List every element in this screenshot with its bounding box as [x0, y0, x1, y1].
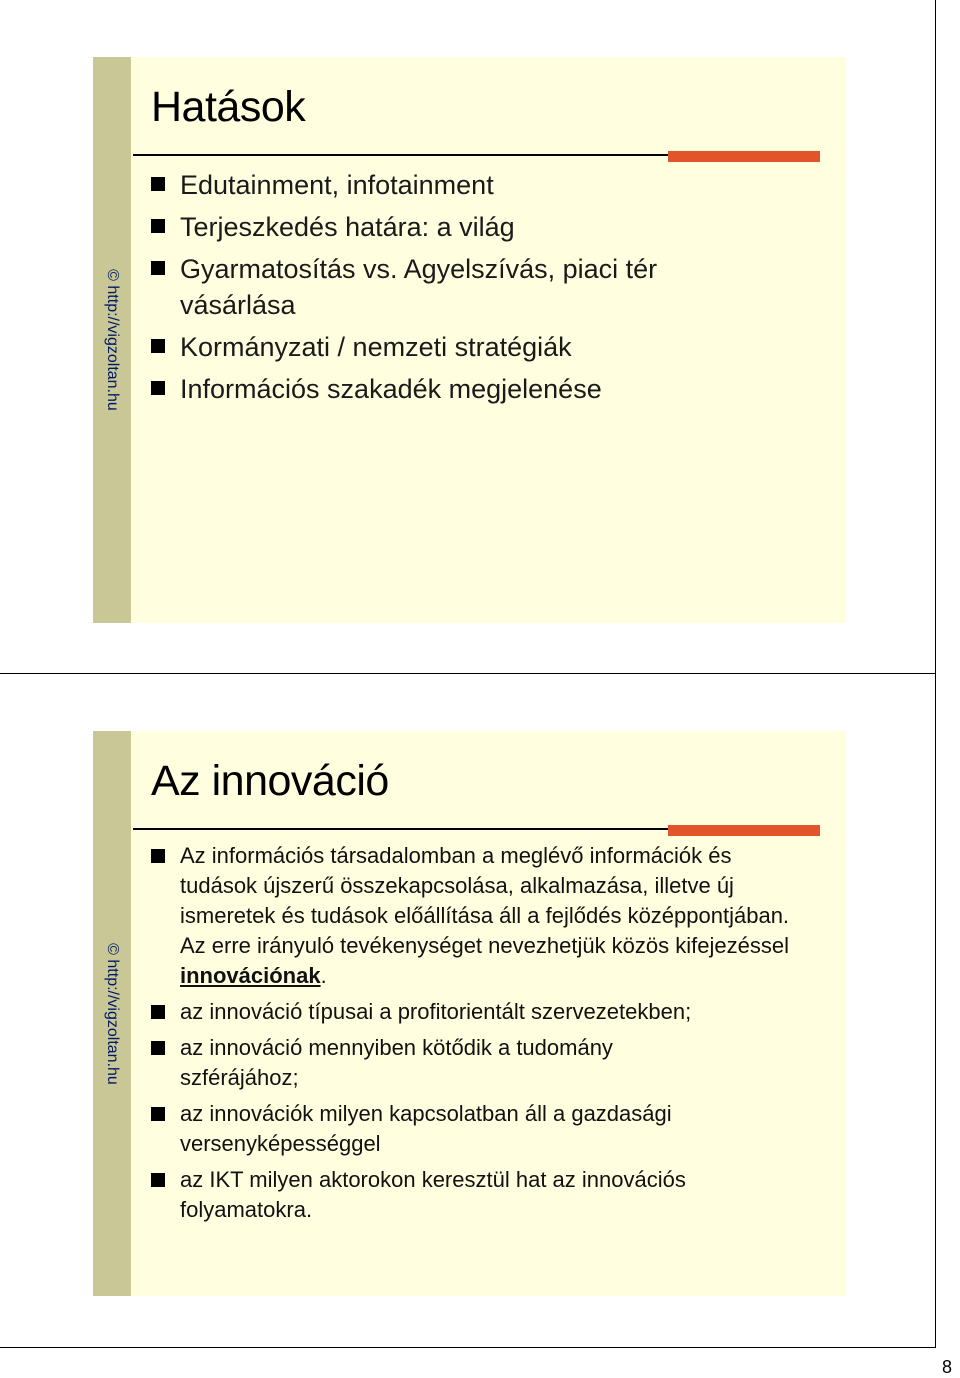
frame-bottom	[0, 1347, 936, 1348]
frame-right-top	[935, 0, 936, 673]
square-bullet-icon	[151, 849, 165, 863]
slide-sidebar	[93, 57, 131, 623]
list-item: az innovációk milyen kapcsolatban áll a gazdasági versenyképességgel	[151, 1099, 780, 1159]
slide-az-innovacio	[93, 731, 846, 1296]
list-item: Az információs társadalomban a meglévő információk és tudások újszerű összekapcsolása, alkalmazása, illetve új ismeretek és tudások előállítása áll a fejlődés középpontjában. Az erre irányuló tevékenységet nevezhetjük közös kifejezéssel innovációnak.	[151, 841, 801, 991]
copyright-text: © http://vigzoltan.hu	[104, 269, 121, 411]
frame-right-bottom	[935, 673, 936, 1348]
title-accent-bar	[668, 151, 820, 162]
page-number: 8	[942, 1357, 953, 1377]
list-item: az innováció mennyiben kötődik a tudomány szférájához;	[151, 1033, 700, 1093]
square-bullet-icon	[151, 1107, 165, 1121]
square-bullet-icon	[151, 1173, 165, 1187]
slide-title: Az innováció	[151, 757, 389, 805]
list-item: Edutainment, infotainment	[151, 167, 751, 203]
title-rule	[133, 828, 669, 830]
slide-sidebar	[93, 731, 131, 1296]
square-bullet-icon	[151, 381, 165, 395]
square-bullet-icon	[151, 339, 165, 353]
title-accent-bar	[668, 825, 820, 836]
list-item: Terjeszkedés határa: a világ	[151, 209, 751, 245]
list-item: Kormányzati / nemzeti stratégiák	[151, 329, 751, 365]
title-rule	[133, 154, 669, 156]
slide-title: Hatások	[151, 83, 306, 131]
square-bullet-icon	[151, 1041, 165, 1055]
list-item: az IKT milyen aktorokon keresztül hat az innovációs folyamatokra.	[151, 1165, 800, 1225]
slide-hatasok	[93, 57, 846, 623]
square-bullet-icon	[151, 1005, 165, 1019]
bullet-list	[151, 167, 751, 413]
highlighted-term: innovációnak	[180, 963, 321, 988]
square-bullet-icon	[151, 177, 165, 191]
list-item: az innováció típusai a profitorientált szervezetekben;	[151, 997, 801, 1027]
list-item: Gyarmatosítás vs. Agyelszívás, piaci tér vásárlása	[151, 251, 740, 323]
bullet-list	[151, 841, 801, 1231]
square-bullet-icon	[151, 219, 165, 233]
copyright-text: © http://vigzoltan.hu	[104, 942, 121, 1085]
list-item: Információs szakadék megjelenése	[151, 371, 751, 407]
frame-divider	[0, 673, 936, 674]
square-bullet-icon	[151, 261, 165, 275]
